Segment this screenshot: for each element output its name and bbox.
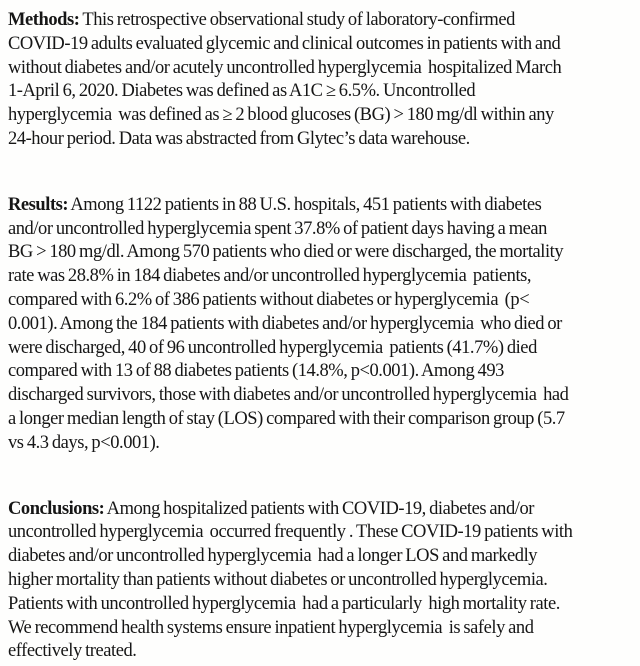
text-line: uncontrolled hyperglycemia occurred frequently . These COVID-19 patients with xyxy=(8,522,573,543)
text-line: were discharged, 40 of 96 uncontrolled hyperglycemia patients (41.7%) died xyxy=(8,337,537,358)
text-line: discharged survivors, those with diabetes and/or uncontrolled hyperglycemia had xyxy=(8,385,569,406)
text-line: BG > 180 mg/dl. Among 570 patients who died or were discharged, the mortality xyxy=(8,242,564,263)
text-line xyxy=(8,9,636,33)
methods-section xyxy=(8,9,636,152)
text-line xyxy=(8,194,636,218)
text-line: 24-hour period. Data was abstracted from Glytec’s data warehouse. xyxy=(8,128,470,149)
methods-section-label: Methods: xyxy=(8,10,80,30)
text-line: effectively treated. xyxy=(8,641,137,662)
text-line: vs 4.3 days, p<0.001). xyxy=(8,432,160,453)
conclusions-section-label: Conclusions: xyxy=(8,498,105,519)
text-line: 1-April 6, 2020. Diabetes was defined as A1C ≥ 6.5%. Uncontrolled xyxy=(8,81,476,102)
text-line: higher mortality than patients without diabetes or uncontrolled hyperglycemia. xyxy=(8,569,548,590)
text-line xyxy=(8,498,636,522)
text-line: hyperglycemia was defined as ≥ 2 blood glucoses (BG) > 180 mg/dl within any xyxy=(8,105,554,126)
text-line: a longer median length of stay (LOS) compared with their comparison group (5.7 xyxy=(8,408,565,429)
text-line-content: Among hospitalized patients with COVID-19, diabetes and/or xyxy=(106,498,534,519)
text-line: compared with 13 of 88 diabetes patients (14.8%, p<0.001). Among 493 xyxy=(8,361,504,382)
conclusions-section xyxy=(8,498,636,665)
text-line-content: This retrospective observational study of laboratory-confirmed xyxy=(82,10,515,30)
text-line: 0.001). Among the 184 patients with diabetes and/or hyperglycemia who died or xyxy=(8,313,562,334)
results-section-label: Results: xyxy=(8,194,69,215)
text-line: rate was 28.8% in 184 diabetes and/or uncontrolled hyperglycemia patients, xyxy=(8,266,532,287)
text-line: without diabetes and/or acutely uncontrolled hyperglycemia hospitalized March xyxy=(8,57,562,78)
text-line: COVID-19 adults evaluated glycemic and clinical outcomes in patients with and xyxy=(8,33,561,54)
results-section xyxy=(8,194,636,456)
text-line-content: Among 1122 patients in 88 U.S. hospitals, 451 patients with diabetes xyxy=(70,194,542,215)
text-line: and/or uncontrolled hyperglycemia spent 37.8% of patient days having a mean xyxy=(8,218,547,239)
text-line: diabetes and/or uncontrolled hyperglycemia had a longer LOS and markedly xyxy=(8,546,538,567)
text-line: compared with 6.2% of 386 patients without diabetes or hyperglycemia (p< xyxy=(8,289,530,310)
text-line: We recommend health systems ensure inpatient hyperglycemia is safely and xyxy=(8,617,534,638)
text-line: Patients with uncontrolled hyperglycemia had a particularly high mortality rate. xyxy=(8,593,560,614)
